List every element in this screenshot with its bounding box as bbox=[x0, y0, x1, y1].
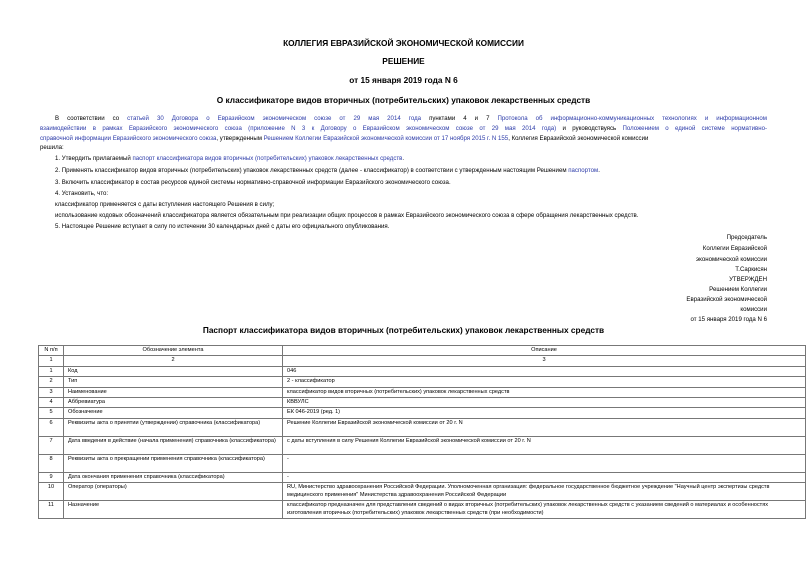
preamble-line-2: взаимодействии в рамках Евразийского экономического союза (приложение N 3 к Договору о Евразийском экономическом союзе от 29 мая 2014 года) и руководствуясь Положением о единой системе нормативно- bbox=[40, 125, 767, 132]
approved-label: УТВЕРЖДЕН bbox=[729, 276, 767, 283]
link-article-30-treaty[interactable]: статьей 30 Договора о Евразийском экономическом союзе от 29 мая 2014 года bbox=[127, 115, 422, 122]
approved-eec: Евразийской экономической bbox=[686, 296, 767, 303]
row-number-cell: 6 bbox=[39, 418, 64, 436]
passport-table bbox=[38, 345, 806, 519]
row-number-cell: 2 bbox=[39, 377, 64, 387]
table-row bbox=[39, 377, 806, 387]
doc-type-heading: РЕШЕНИЕ bbox=[382, 56, 425, 66]
description-cell: ЕК 046-2019 (ред. 1) bbox=[283, 408, 806, 418]
preamble-resolved: решила: bbox=[40, 144, 64, 151]
description-cell: 046 bbox=[283, 366, 806, 376]
description-cell: классификатор видов вторичных (потребительских) упаковок лекарственных средств bbox=[283, 387, 806, 397]
table-header-row bbox=[39, 346, 806, 356]
passport-title: Паспорт классификатора видов вторичных (потребительских) упаковок лекарственных средств bbox=[202, 325, 605, 335]
element-name-cell: Обозначение bbox=[64, 408, 283, 418]
row-number-cell: 4 bbox=[39, 398, 64, 408]
description-cell: 2 - классификатор bbox=[283, 377, 806, 387]
element-name-cell: Код bbox=[64, 366, 283, 376]
element-name-cell: Дата введения в действие (начала применения) справочника (классификатора) bbox=[64, 436, 283, 454]
preamble-line-3: справочной информации Евразийского экономического союза, утвержденным Решением Коллегии Евразийской экономической комиссии от 17 ноября 2015 г. N 155, Коллегия Евразийской экономической комиссии bbox=[40, 135, 649, 142]
header-cell: N п/п bbox=[39, 346, 64, 356]
item-4a: классификатор применяется с даты вступления настоящего Решения в силу; bbox=[55, 201, 275, 208]
element-name-cell: Оператор (операторы) bbox=[64, 483, 283, 501]
approved-by-decision: Решением Коллегии bbox=[709, 286, 767, 293]
table-row bbox=[39, 454, 806, 472]
description-cell: с даты вступления в силу Решения Коллегии Евразийской экономической комиссии от 20 г. N bbox=[283, 436, 806, 454]
table-colnum-row bbox=[39, 356, 806, 366]
row-number-cell: 9 bbox=[39, 472, 64, 482]
signature-commission: экономической комиссии bbox=[695, 256, 767, 263]
table-row bbox=[39, 501, 806, 519]
table-row bbox=[39, 418, 806, 436]
link-nsi-regulation[interactable]: Положением о единой системе нормативно- bbox=[622, 125, 767, 132]
link-passport-short[interactable]: паспортом bbox=[568, 167, 599, 174]
table-row bbox=[39, 366, 806, 376]
element-name-cell: Наименование bbox=[64, 387, 283, 397]
table-row bbox=[39, 483, 806, 501]
element-name-cell: Дата окончания применения справочника (классификатора) bbox=[64, 472, 283, 482]
row-number-cell: 11 bbox=[39, 501, 64, 519]
item-1: 1. Утвердить прилагаемый паспорт классификатора видов вторичных (потребительских) упаковок лекарственных средств. bbox=[55, 155, 405, 162]
element-name-cell: Назначение bbox=[64, 501, 283, 519]
element-name-cell: Реквизиты акта о принятии (утверждении) справочника (классификатора) bbox=[64, 418, 283, 436]
link-passport[interactable]: паспорт классификатора видов вторичных (потребительских) упаковок лекарственных средств bbox=[132, 155, 403, 162]
table-row bbox=[39, 398, 806, 408]
description-cell: КВВУЛС bbox=[283, 398, 806, 408]
colnum-cell: 1 bbox=[39, 356, 64, 366]
row-number-cell: 1 bbox=[39, 366, 64, 376]
org-heading: КОЛЛЕГИЯ ЕВРАЗИЙСКОЙ ЭКОНОМИЧЕСКОЙ КОМИССИИ bbox=[283, 38, 524, 48]
table-row bbox=[39, 472, 806, 482]
link-decision-155[interactable]: Решением Коллегии Евразийской экономической комиссии от 17 ноября 2015 г. N 155 bbox=[263, 135, 509, 142]
description-cell: - bbox=[283, 472, 806, 482]
row-number-cell: 8 bbox=[39, 454, 64, 472]
colnum-cell: 3 bbox=[283, 356, 806, 366]
link-ict-protocol[interactable]: Протокола об информационно-коммуникационных технологиях и информационном bbox=[497, 115, 767, 122]
header-cell: Обозначение элемента bbox=[64, 346, 283, 356]
row-number-cell: 7 bbox=[39, 436, 64, 454]
table-row bbox=[39, 436, 806, 454]
document-title: О классификаторе видов вторичных (потребительских) упаковок лекарственных средств bbox=[216, 95, 591, 105]
approved-commission: комиссии bbox=[740, 306, 767, 313]
item-3: 3. Включить классификатор в состав ресурсов единой системы нормативно-справочной информации Евразийского экономического союза. bbox=[55, 179, 451, 186]
item-5: 5. Настоящее Решение вступает в силу по истечении 30 календарных дней с даты его официального опубликования. bbox=[55, 223, 390, 230]
signature-name: Т.Саркисян bbox=[735, 266, 767, 273]
description-cell: RU, Министерство здравоохранения Российской Федерации. Уполномоченная организация: федеральное государственное бюджетное учреждение "Научный центр экспертизы средств медицинского применения" Министерства здравоохранения Российской Федерации bbox=[283, 483, 806, 501]
element-name-cell: Тип bbox=[64, 377, 283, 387]
link-ict-protocol-cont[interactable]: взаимодействии в рамках Евразийского экономического союза (приложение N 3 к Договору о Евразийском экономическом союзе от 29 мая 2014 года) bbox=[40, 125, 557, 132]
passport-table-body bbox=[39, 346, 806, 519]
table-row bbox=[39, 408, 806, 418]
signature-chairman: Председатель bbox=[726, 234, 767, 241]
description-cell: - bbox=[283, 454, 806, 472]
preamble-line-1: В соответствии со статьей 30 Договора о Евразийском экономическом союзе от 29 мая 2014 года пунктами 4 и 7 Протокола об информационно-коммуникационных технологиях и информационном bbox=[55, 115, 767, 122]
signature-board: Коллегии Евразийской bbox=[702, 245, 767, 252]
row-number-cell: 3 bbox=[39, 387, 64, 397]
header-cell: Описание bbox=[283, 346, 806, 356]
row-number-cell: 10 bbox=[39, 483, 64, 501]
approved-date: от 15 января 2019 года N 6 bbox=[690, 316, 767, 323]
item-2: 2. Применять классификатор видов вторичных (потребительских) упаковок лекарственных средств (далее - классификатор) в соответствии с утвержденным настоящим Решением паспортом. bbox=[55, 167, 600, 174]
colnum-cell: 2 bbox=[64, 356, 283, 366]
item-4b: использование кодовых обозначений классификатора является обязательным при реализации общих процессов в рамках Евразийского экономического союза в сфере обращения лекарственных средств. bbox=[55, 212, 639, 219]
element-name-cell: Аббревиатура bbox=[64, 398, 283, 408]
description-cell: Решение Коллегии Евразийской экономической комиссии от 20 г. N bbox=[283, 418, 806, 436]
row-number-cell: 5 bbox=[39, 408, 64, 418]
date-number-heading: от 15 января 2019 года N 6 bbox=[349, 75, 458, 85]
element-name-cell: Реквизиты акта о прекращении применения справочника (классификатора) bbox=[64, 454, 283, 472]
item-4: 4. Установить, что: bbox=[55, 190, 109, 197]
link-nsi-regulation-cont[interactable]: справочной информации Евразийского экономического союза bbox=[40, 135, 217, 142]
description-cell: классификатор предназначен для представления сведений о видах вторичных (потребительских) упаковок лекарственных средств с указанием сведений о материалах и особенностях изготовления вторичных (потребительских) упаковок лекарственных средств (при необходимости) bbox=[283, 501, 806, 519]
table-row bbox=[39, 387, 806, 397]
